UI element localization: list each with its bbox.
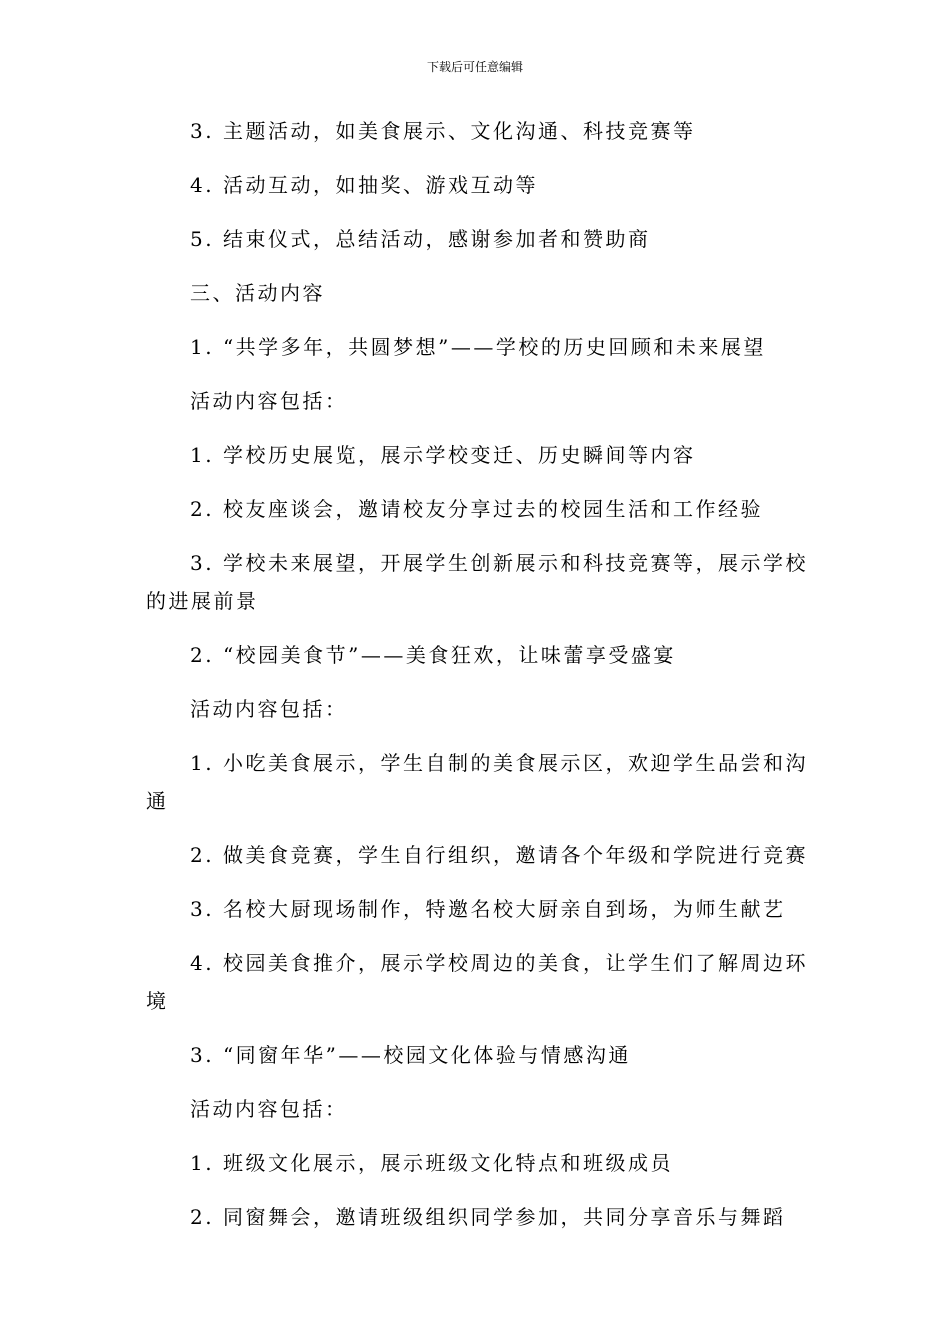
paragraph: 活动内容包括： xyxy=(190,1097,348,1121)
header-note: 下载后可任意编辑 xyxy=(426,60,523,74)
paragraph: 2. 做美食竞赛，学生自行组织，邀请各个年级和学院进行竞赛 xyxy=(190,843,808,867)
paragraph: 1. 学校历史展览，展示学校变迁、历史瞬间等内容 xyxy=(190,443,696,467)
paragraph: 2. 校友座谈会，邀请校友分享过去的校园生活和工作经验 xyxy=(190,497,763,521)
paragraph: 1. 班级文化展示，展示班级文化特点和班级成员 xyxy=(190,1151,673,1175)
paragraph: 4. 活动互动，如抽奖、游戏互动等 xyxy=(190,173,538,197)
paragraph: 活动内容包括： xyxy=(190,389,348,413)
paragraph: 3. 名校大厨现场制作，特邀名校大厨亲自到场，为师生献艺 xyxy=(190,897,786,921)
paragraph: 2. 同窗舞会，邀请班级组织同学参加，共同分享音乐与舞蹈 xyxy=(190,1205,786,1229)
paragraph: 活动内容包括： xyxy=(190,697,348,721)
paragraph: 5. 结束仪式，总结活动，感谢参加者和赞助商 xyxy=(190,227,651,251)
section-heading: 三、活动内容 xyxy=(190,281,325,305)
subsection-heading: 2. “校园美食节”——美食狂欢，让味蕾享受盛宴 xyxy=(190,643,676,667)
paragraph: 4. 校园美食推介，展示学校周边的美食，让学生们了解周边环境 xyxy=(146,951,808,1013)
subsection-heading: 1. “共学多年，共圆梦想”——学校的历史回顾和未来展望 xyxy=(190,335,766,359)
paragraph: 3. 主题活动，如美食展示、文化沟通、科技竞赛等 xyxy=(190,119,696,143)
document-body xyxy=(146,112,808,1236)
paragraph: 3. 学校未来展望，开展学生创新展示和科技竞赛等，展示学校的进展前景 xyxy=(146,551,808,613)
subsection-heading: 3. “同窗年华”——校园文化体验与情感沟通 xyxy=(190,1043,631,1067)
paragraph: 1. 小吃美食展示，学生自制的美食展示区，欢迎学生品尝和沟通 xyxy=(146,751,808,813)
